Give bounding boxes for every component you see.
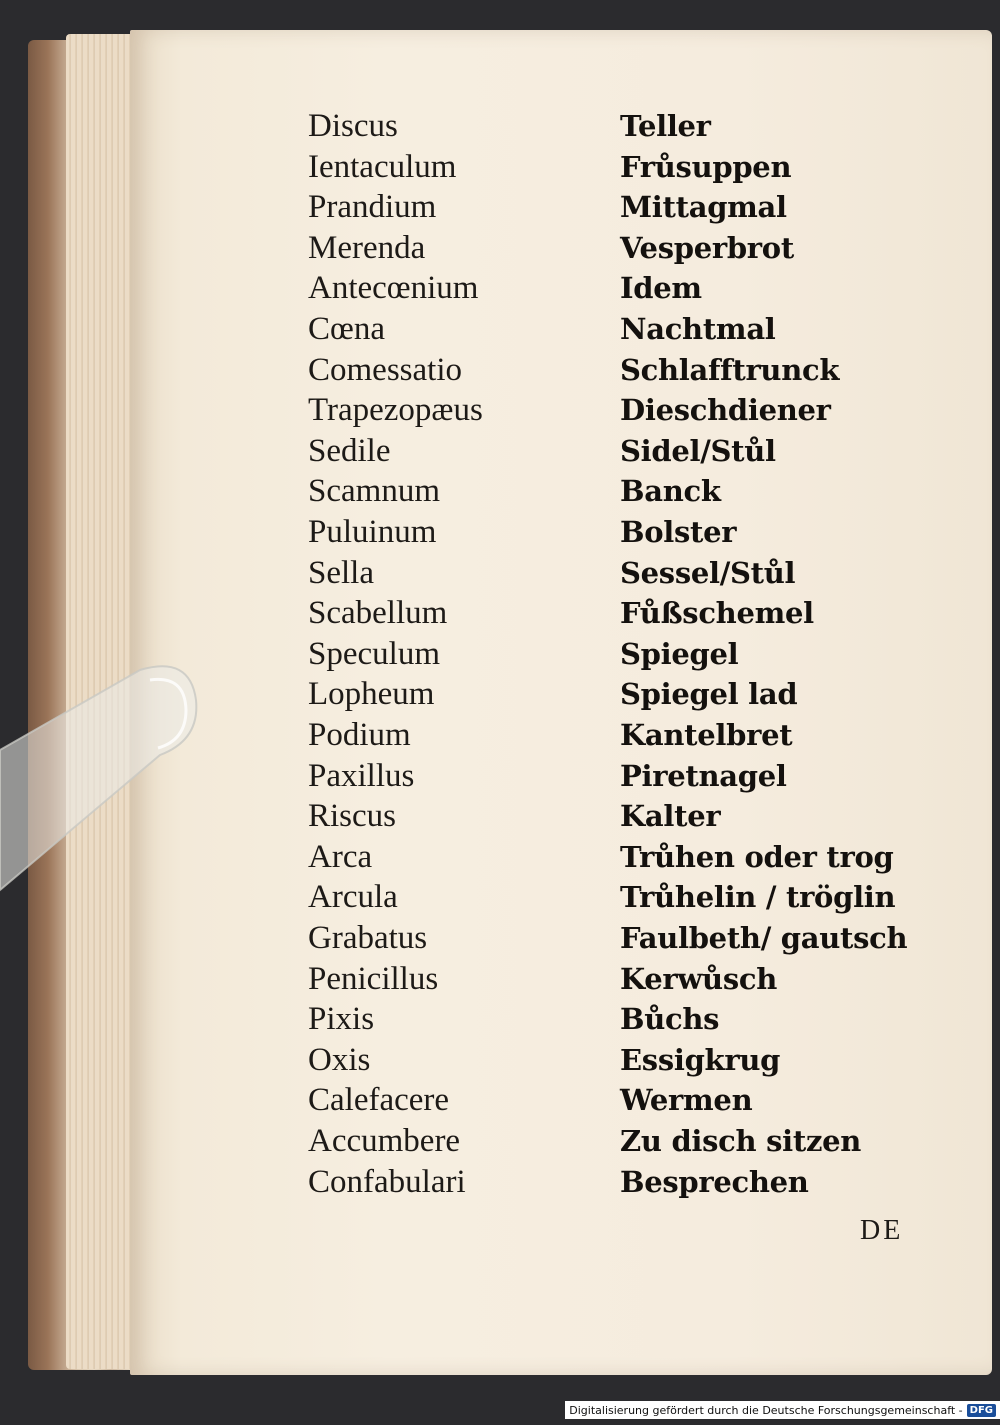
digitization-credit: [565, 1401, 1000, 1419]
latin-term: Arcula: [308, 879, 398, 915]
german-translation: Frůsuppen: [620, 150, 792, 184]
latin-term: Grabatus: [308, 920, 428, 956]
latin-term: Merenda: [308, 230, 426, 266]
german-translation: Kerwůsch: [620, 962, 778, 996]
german-translation: Sessel/Stůl: [620, 556, 796, 590]
german-translation: Zu disch sitzen: [620, 1124, 862, 1158]
latin-term: Calefacere: [308, 1082, 450, 1118]
german-translation: Sidel/Stůl: [620, 434, 776, 468]
latin-term: Riscus: [308, 798, 397, 834]
german-translation: Dieschdiener: [620, 393, 831, 427]
german-translation: Vesperbrot: [620, 231, 794, 265]
dfg-logo-icon: DFG: [967, 1404, 996, 1417]
german-translation: Teller: [620, 109, 711, 143]
latin-term: Ientaculum: [308, 149, 457, 185]
latin-term: Antecœnium: [308, 270, 479, 306]
german-translation: Nachtmal: [620, 312, 776, 346]
latin-term: Comessatio: [308, 352, 462, 388]
german-translation: Schlafftrunck: [620, 353, 840, 387]
german-translation: Essigkrug: [620, 1043, 781, 1077]
german-translation: Banck: [620, 474, 721, 508]
latin-term: Sella: [308, 555, 374, 591]
german-translation: Trůhen oder trog: [620, 840, 894, 874]
latin-term: Sedile: [308, 433, 391, 469]
german-translation: Idem: [620, 271, 702, 305]
credit-text: Digitalisierung gefördert durch die Deutsche Forschungsgemeinschaft -: [569, 1403, 963, 1417]
german-translation: Mittagmal: [620, 190, 787, 224]
latin-term: Puluinum: [308, 514, 437, 550]
german-translation: Spiegel lad: [620, 677, 798, 711]
german-translation: Faulbeth/ gautsch: [620, 921, 908, 955]
german-translation: Fůßschemel: [620, 596, 814, 630]
latin-term: Pixis: [308, 1001, 375, 1037]
german-translation: Bolster: [620, 515, 737, 549]
latin-term: Discus: [308, 108, 398, 144]
latin-term: Scamnum: [308, 473, 440, 509]
latin-term: Cœna: [308, 311, 385, 347]
german-translation: Trůhelin / tröglin: [620, 880, 896, 914]
german-translation: Wermen: [620, 1083, 753, 1117]
latin-term: Accumbere: [308, 1123, 461, 1159]
latin-term: Podium: [308, 717, 411, 753]
latin-term: Oxis: [308, 1042, 371, 1078]
german-translation: Kalter: [620, 799, 721, 833]
latin-term: Penicillus: [308, 961, 439, 997]
german-translation: Piretnagel: [620, 759, 787, 793]
latin-term: Confabulari: [308, 1164, 466, 1200]
latin-term: Speculum: [308, 636, 440, 672]
german-translation: Besprechen: [620, 1165, 809, 1199]
latin-term: Trapezopæus: [308, 392, 483, 428]
german-translation: Kantelbret: [620, 718, 793, 752]
latin-term: Arca: [308, 839, 373, 875]
latin-term: Prandium: [308, 189, 437, 225]
german-translation: Spiegel: [620, 637, 739, 671]
latin-term: Lopheum: [308, 676, 435, 712]
latin-term: Scabellum: [308, 595, 448, 631]
german-translation: Bůchs: [620, 1002, 720, 1036]
latin-term: Paxillus: [308, 758, 415, 794]
catchword: DE: [860, 1215, 904, 1246]
